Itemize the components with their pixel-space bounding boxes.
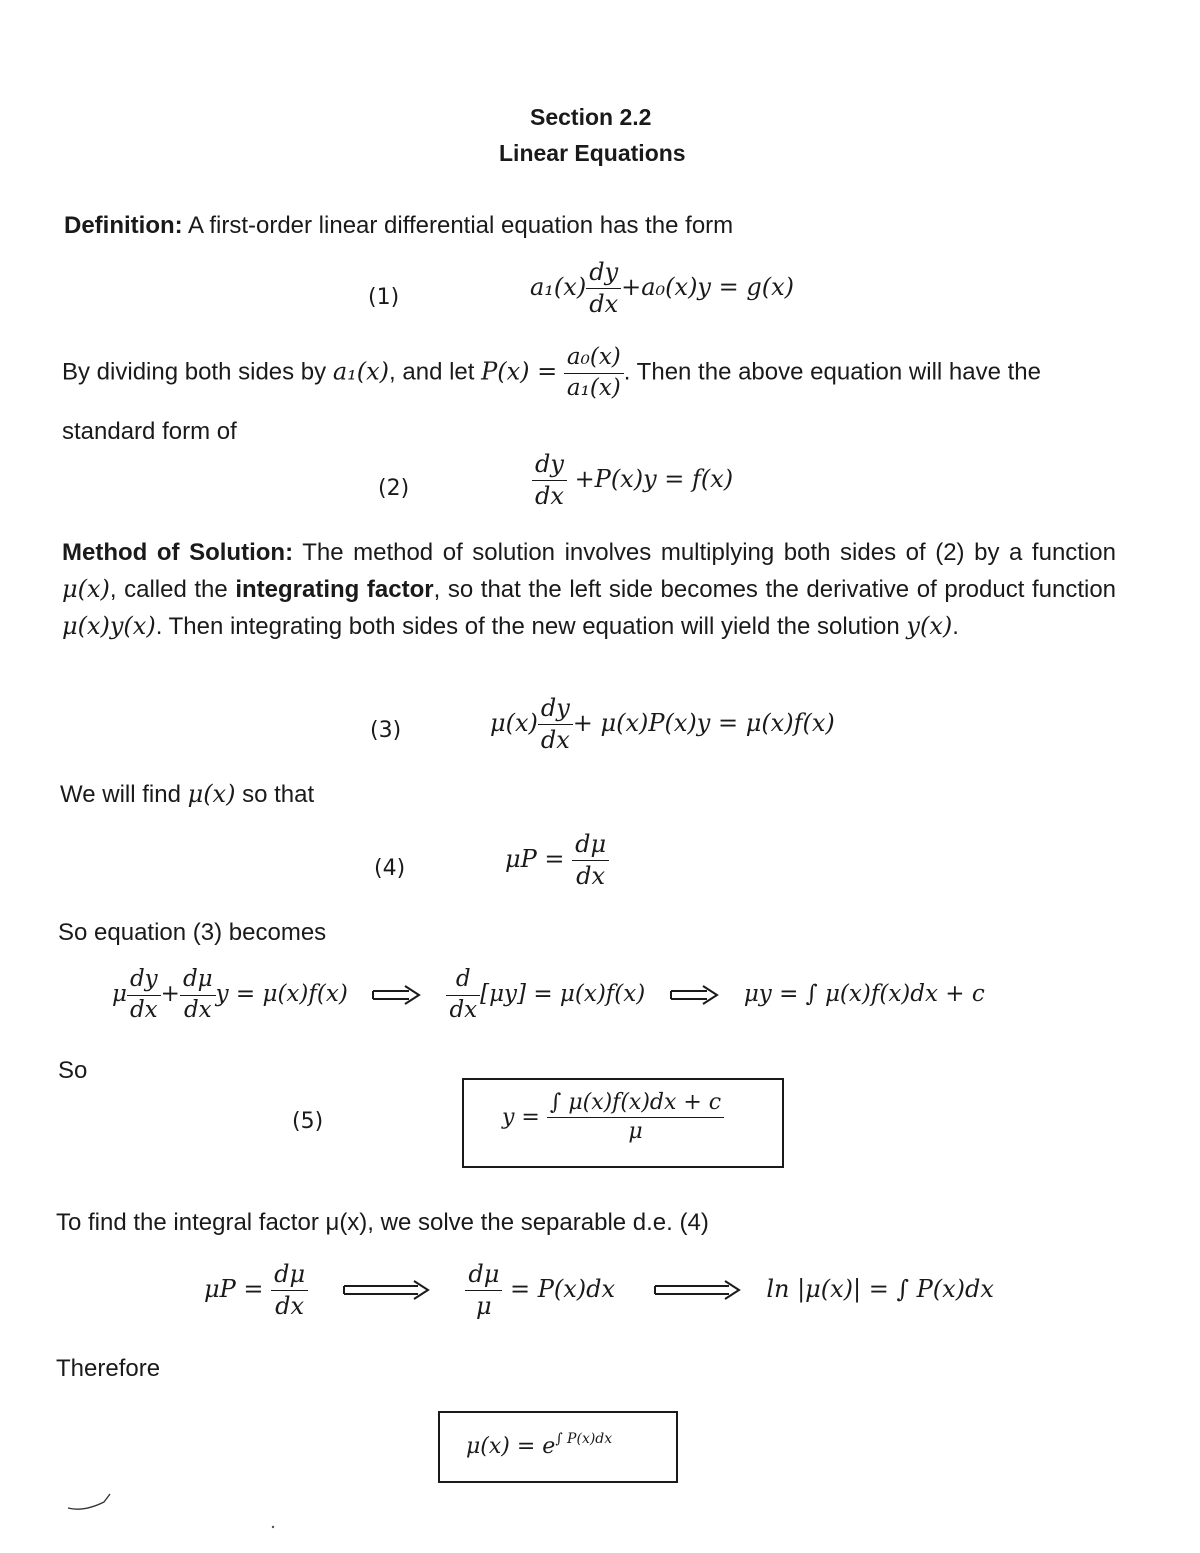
long-implies-arrow-icon <box>342 1279 432 1301</box>
dividing-frac-den: a₁(x) <box>566 374 621 401</box>
final-formula-box <box>438 1411 678 1483</box>
chain-b-den: dx <box>449 996 478 1023</box>
equation-number-2: (2) <box>378 476 410 501</box>
equation-5-box <box>462 1078 784 1168</box>
method-y: y(x) <box>906 612 953 640</box>
chain-a-mu: μ <box>112 981 127 1008</box>
dividing-part2: , and let <box>389 358 482 386</box>
sep-num2: dμ <box>465 1260 502 1291</box>
method-t1: The method of solution involves multiplying both sides of (2) by a function <box>293 539 1116 566</box>
dividing-part3: . Then the above equation will have the <box>623 358 1041 386</box>
eq1-fraction <box>586 258 621 319</box>
eq3-den: dx <box>540 725 570 754</box>
eq3-rest: + μ(x)P(x)y = μ(x)f(x) <box>572 708 835 737</box>
chain-b-rest: [μy] = μ(x)f(x) <box>480 981 646 1008</box>
eq4-den: dx <box>576 861 606 890</box>
long-implies-arrow-icon <box>653 1279 743 1301</box>
pen-mark <box>64 1486 124 1516</box>
dividing-line <box>62 344 1041 402</box>
eq1-den: dx <box>589 289 619 318</box>
final-lhs: μ(x) = e <box>466 1434 556 1459</box>
equation-2 <box>532 450 733 511</box>
therefore-text: Therefore <box>56 1355 161 1382</box>
chain-b-frac <box>446 966 480 1024</box>
becomes-text: So equation (3) becomes <box>58 919 327 946</box>
equation-4 <box>505 830 609 891</box>
method-integrating-factor: integrating factor <box>235 576 434 603</box>
chain-a-frac2 <box>180 966 216 1024</box>
equation-number-3: (3) <box>370 718 402 743</box>
eq2-rest: +P(x)y = f(x) <box>574 464 734 493</box>
method-label: Method of Solution: <box>62 539 294 566</box>
chain-a-frac1 <box>127 966 161 1024</box>
eq3-lhs: μ(x) <box>490 708 538 737</box>
method-t2: , called the <box>109 576 236 603</box>
dividing-a1: a₁(x) <box>332 357 390 386</box>
chain-a-den2: dx <box>183 996 212 1023</box>
chain-a-plus: + <box>160 981 180 1008</box>
standard-form-text: standard form of <box>62 418 237 445</box>
sep-ln: ln |μ(x)| = ∫ P(x)dx <box>766 1274 994 1303</box>
eq5-fraction <box>547 1090 724 1146</box>
method-t5: . <box>952 613 959 640</box>
find-t1: We will find <box>60 781 188 808</box>
chain-a-num2: dμ <box>180 966 216 996</box>
section-subtitle: Linear Equations <box>499 140 686 166</box>
method-t4: . Then integrating both sides of the new equation will yield the solution <box>155 613 907 640</box>
method-muy: μ(x)y(x) <box>62 612 156 640</box>
eq5-num: ∫ μ(x)f(x)dx + c <box>547 1090 724 1118</box>
eq5-den: μ <box>628 1119 643 1145</box>
definition <box>64 212 733 240</box>
chain-c: μy = ∫ μ(x)f(x)dx + c <box>743 981 985 1008</box>
find-mu-text <box>60 780 314 809</box>
equation-number-1: (1) <box>368 285 400 310</box>
method-t3: , so that the left side becomes the derivative of product function <box>433 576 1117 603</box>
find-mu: μ(x) <box>187 780 236 808</box>
dividing-part1: By dividing both sides by <box>62 358 333 386</box>
sep-eq2: = P(x)dx <box>509 1274 616 1303</box>
method-paragraph <box>62 534 1116 645</box>
eq2-num: dy <box>532 450 567 481</box>
equation-number-5: (5) <box>292 1109 324 1134</box>
so-text: So <box>58 1057 88 1084</box>
eq5-lhs: y = <box>502 1104 540 1130</box>
eq4-num: dμ <box>572 830 609 861</box>
equation-1 <box>530 258 794 319</box>
dividing-fraction <box>564 344 624 402</box>
eq2-fraction <box>532 450 567 511</box>
chain-equations <box>112 966 985 1024</box>
separable-line <box>204 1260 994 1321</box>
implies-arrow-icon <box>669 984 721 1006</box>
eq1-rest: +a₀(x)y = g(x) <box>621 272 794 301</box>
eq2-den: dx <box>535 481 564 510</box>
eq4-lhs: μP = <box>505 844 565 873</box>
chain-b-num: d <box>446 966 480 996</box>
chain-a-rest: y = μ(x)f(x) <box>215 981 348 1008</box>
section-title: Section 2.2 <box>530 104 652 130</box>
sep-frac2 <box>465 1260 502 1321</box>
equation-5 <box>502 1090 724 1146</box>
final-exponent: ∫ P(x)dx <box>555 1431 613 1447</box>
eq3-num: dy <box>538 694 573 725</box>
definition-text: A first-order linear differential equation has the form <box>182 212 734 239</box>
eq4-fraction <box>572 830 609 891</box>
chain-a-num1: dy <box>127 966 161 996</box>
pen-dot <box>268 1522 278 1532</box>
sep-lhs: μP = <box>204 1274 264 1303</box>
chain-a-den1: dx <box>129 996 158 1023</box>
implies-arrow-icon <box>371 984 423 1006</box>
eq3-fraction <box>538 694 573 755</box>
equation-3 <box>490 694 835 755</box>
eq1-coef: a₁(x) <box>530 272 587 301</box>
method-mu: μ(x) <box>62 575 110 603</box>
definition-label: Definition: <box>64 212 183 239</box>
sep-den1: dx <box>275 1291 305 1320</box>
eq1-num: dy <box>586 258 621 289</box>
equation-number-4: (4) <box>374 856 406 881</box>
final-formula <box>466 1431 612 1459</box>
dividing-frac-num: a₀(x) <box>564 344 624 374</box>
sep-num1: dμ <box>271 1260 308 1291</box>
sep-frac1 <box>271 1260 308 1321</box>
dividing-p: P(x) = <box>481 357 558 386</box>
sep-den2: μ <box>476 1291 492 1320</box>
find-t2: so that <box>235 781 315 808</box>
integral-factor-text: To find the integral factor μ(x), we solve the separable d.e. (4) <box>56 1209 709 1236</box>
